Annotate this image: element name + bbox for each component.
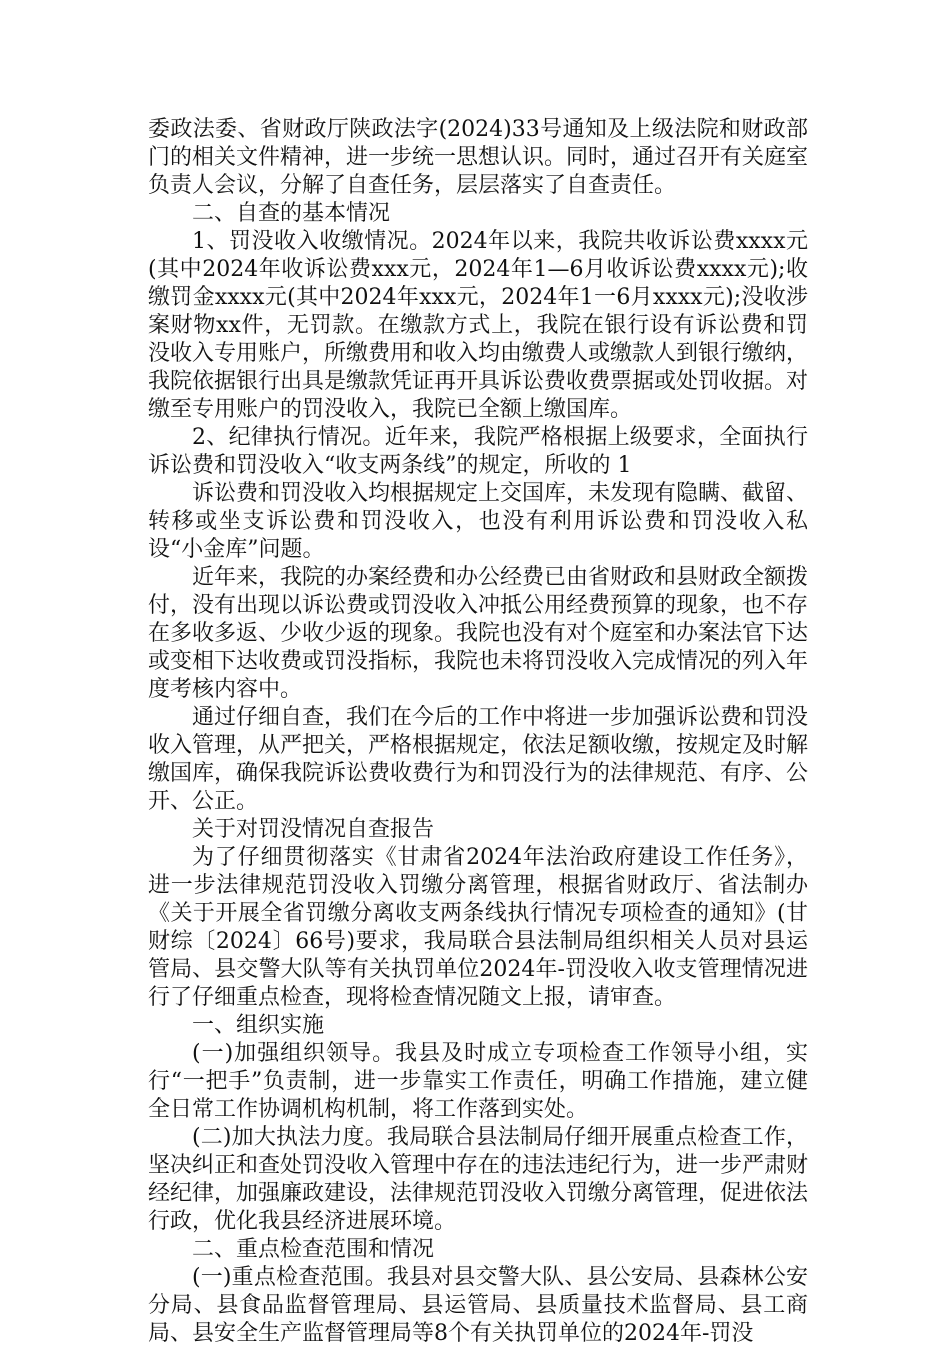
section-heading: 一、组织实施 [192,1013,325,1038]
report-title: 关于对罚没情况自查报告 [192,817,435,842]
paragraph: 2、纪律执行情况。近年来，我院严格根据上级要求，全面执行诉讼费和罚没收入“收支两条线”的规定，所收的 1 [148,425,808,478]
paragraph: 1、罚没收入收缴情况。2024年以来，我院共收诉讼费xxxx元(其中2024年收诉讼费xxx元，2024年1—6月收诉讼费xxxx元);收缴罚金xxxx元(其中2024年xxx元，2024年1一6月xxxx元);没收涉案财物xx件，无罚款。在缴款方式上，我院在银行设有诉讼费和罚没收入专用账户，所缴费用和收入均由缴费人或缴款人到银行缴纳，我院依据银行出具是缴款凭证再开具诉讼费收费票据或处罚收据。对缴至专用账户的罚没收入，我院已全额上缴国库。 [148,229,809,422]
section-heading: 二、自查的基本情况 [192,201,391,226]
paragraph: (一)加强组织领导。我县及时成立专项检查工作领导小组，实行“一把手”负责制，进一步靠实工作责任，明确工作措施，建立健全日常工作协调机构机制，将工作落到实处。 [148,1041,808,1122]
paragraph: 近年来，我院的办案经费和办公经费已由省财政和县财政全额拨付，没有出现以诉讼费或罚没收入冲抵公用经费预算的现象，也不存在多收多返、少收少返的现象。我院也没有对个庭室和办案法官下达或变相下达收费或罚没指标，我院也未将罚没收入完成情况的列入年度考核内容中。 [148,565,809,702]
paragraph: 为了仔细贯彻落实《甘肃省2024年法治政府建设工作任务》，进一步法律规范罚没收入罚缴分离管理，根据省财政厅、省法制办《关于开展全省罚缴分离收支两条线执行情况专项检查的通知》(甘财综〔2024〕66号)要求，我局联合县法制局组织相关人员对县运管局、县交警大队等有关执罚单位2024年-罚没收入收支管理情况进行了仔细重点检查，现将检查情况随文上报，请审查。 [148,845,808,1010]
document-body [148,116,808,1348]
paragraph: 诉讼费和罚没收入均根据规定上交国库，未发现有隐瞒、截留、转移或坐支诉讼费和罚没收入，也没有利用诉讼费和罚没收入私设“小金库”问题。 [148,481,809,562]
paragraph: 委政法委、省财政厅陕政法字(2024)33号通知及上级法院和财政部门的相关文件精神，进一步统一思想认识。同时，通过召开有关庭室负责人会议，分解了自查任务，层层落实了自查责任。 [148,117,809,198]
section-heading: 二、重点检查范围和情况 [192,1237,435,1262]
paragraph: 通过仔细自查，我们在今后的工作中将进一步加强诉讼费和罚没收入管理，从严把关，严格根据规定，依法足额收缴，按规定及时解缴国库，确保我院诉讼费收费行为和罚没行为的法律规范、有序、公开、公正。 [148,705,809,814]
paragraph: (二)加大执法力度。我局联合县法制局仔细开展重点检查工作，坚决纠正和查处罚没收入管理中存在的违法违纪行为，进一步严肃财经纪律，加强廉政建设，法律规范罚没收入罚缴分离管理，促进依法行政，优化我县经济进展环境。 [148,1125,809,1234]
paragraph: (一)重点检查范围。我县对县交警大队、县公安局、县森林公安分局、县食品监督管理局、县运管局、县质量技术监督局、县工商局、县安全生产监督管理局等8个有关执罚单位的2024年-罚没 [148,1265,808,1346]
